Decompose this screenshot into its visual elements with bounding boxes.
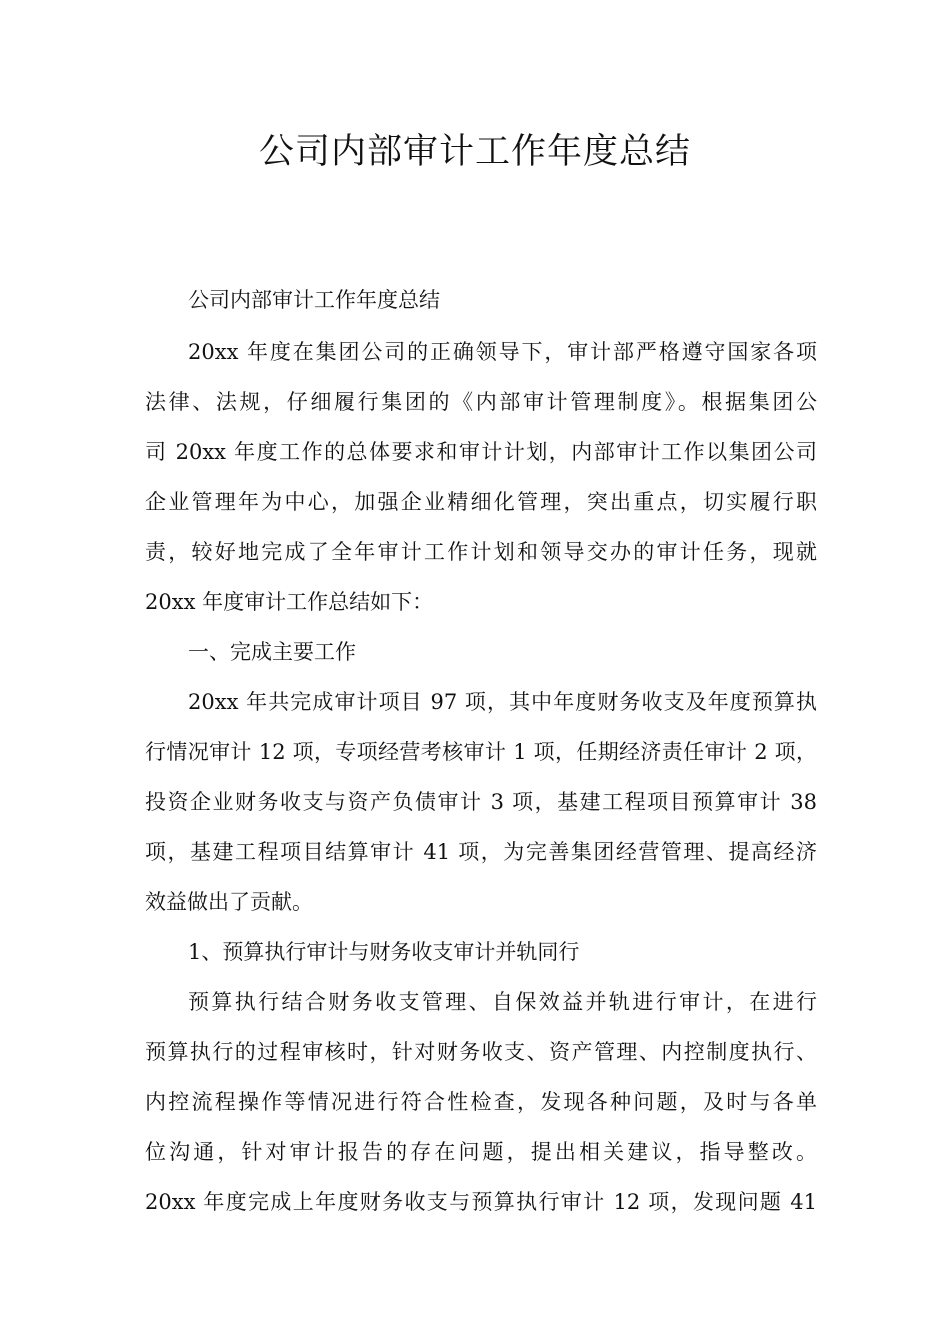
paragraph-line: 法律、法规，仔细履行集团的《内部审计管理制度》。根据集团公: [145, 390, 817, 414]
paragraph-line: 20xx 年共完成审计项目 97 项，其中年度财务收支及年度预算执: [188, 690, 817, 714]
paragraph-line: 20xx 年度在集团公司的正确领导下，审计部严格遵守国家各项: [188, 340, 817, 364]
paragraph-line: 内控流程操作等情况进行符合性检查，发现各种问题，及时与各单: [145, 1090, 817, 1114]
paragraph-line: 20xx 年度审计工作总结如下：: [145, 590, 434, 614]
subsection-heading: 1、预算执行审计与财务收支审计并轨同行: [188, 940, 580, 964]
paragraph-line: 企业管理年为中心，加强企业精细化管理，突出重点，切实履行职: [145, 490, 817, 514]
section-heading: 一、完成主要工作: [188, 640, 356, 664]
paragraph-line: 位沟通，针对审计报告的存在问题，提出相关建议，指导整改。: [145, 1140, 817, 1164]
paragraph-line: 项，基建工程项目结算审计 41 项，为完善集团经营管理、提高经济: [145, 840, 817, 864]
paragraph-line: 投资企业财务收支与资产负债审计 3 项，基建工程项目预算审计 38: [145, 790, 817, 814]
paragraph-line: 预算执行结合财务收支管理、自保效益并轨进行审计，在进行: [188, 990, 817, 1014]
paragraph-line: 行情况审计 12 项，专项经营考核审计 1 项，任期经济责任审计 2 项，: [145, 740, 817, 764]
paragraph-line: 效益做出了贡献。: [145, 890, 313, 914]
paragraph-line: 责，较好地完成了全年审计工作计划和领导交办的审计任务，现就: [145, 540, 817, 564]
paragraph-line: 预算执行的过程审核时，针对财务收支、资产管理、内控制度执行、: [145, 1040, 817, 1064]
document-title: 公司内部审计工作年度总结: [258, 132, 691, 172]
paragraph-line: 20xx 年度完成上年度财务收支与预算执行审计 12 项，发现问题 41: [145, 1190, 817, 1214]
paragraph-line: 司 20xx 年度工作的总体要求和审计计划，内部审计工作以集团公司: [145, 440, 817, 464]
body-subtitle: 公司内部审计工作年度总结: [188, 288, 440, 312]
